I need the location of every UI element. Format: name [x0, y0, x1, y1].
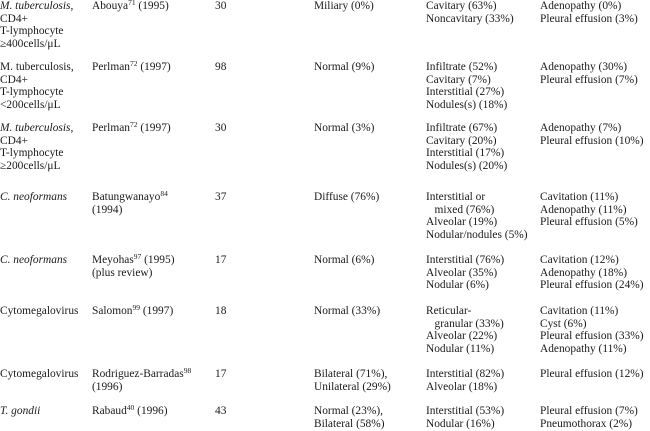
pathogen-text: ≥400cells/μL [0, 37, 61, 50]
study-reference: 97 [133, 252, 142, 261]
diffuse-finding-cell [314, 305, 380, 318]
pathogen-line [0, 191, 67, 204]
pathogen-line [0, 13, 73, 26]
other-finding-cell [540, 254, 644, 292]
localized-finding: Interstitial (17%) [426, 147, 505, 159]
diffuse-finding: Normal (6%) [314, 254, 375, 266]
localized-finding-cell [426, 305, 504, 355]
localized-finding: Interstitial (27%) [426, 86, 505, 98]
other-finding-cell [540, 191, 638, 229]
study-cell [92, 0, 169, 13]
localized-finding: Infiltrate (52%) [426, 61, 498, 73]
other-finding: Adenopathy (30%) [540, 61, 627, 73]
localized-finding-cell [426, 0, 514, 25]
localized-finding-cell [426, 191, 528, 241]
study-cell [92, 368, 191, 393]
diffuse-finding: Normal (9%) [314, 61, 375, 73]
pathogen-cell [0, 61, 74, 111]
pathogen-line [0, 147, 73, 160]
pathogen-text: T-lymphocyte [0, 86, 64, 98]
diffuse-finding: Unilateral (29%) [314, 380, 391, 393]
study-line [92, 122, 171, 135]
diffuse-finding: Normal (3%) [314, 122, 375, 134]
other-finding-cell [540, 122, 644, 147]
study-year: (1995) [135, 0, 169, 12]
pathogen-text: CD4+ [0, 12, 28, 25]
diffuse-finding: Bilateral (71%), [314, 368, 388, 380]
study-year: (1996) [134, 405, 168, 417]
pathogen-line [0, 0, 73, 13]
other-finding-cell [540, 61, 638, 86]
localized-finding: Nodular (16%) [426, 417, 495, 430]
pathogen-text: T-lymphocyte [0, 147, 64, 159]
diffuse-finding: Normal (23%), [314, 405, 383, 417]
study-line [92, 61, 171, 74]
other-finding: Pleural effusion (33%) [540, 330, 644, 342]
other-finding: Cavitation (12%) [540, 254, 619, 266]
patient-count: 17 [215, 368, 227, 380]
other-finding: Adenopathy (7%) [540, 122, 622, 134]
study-author: Perlman [92, 61, 130, 73]
pathogen-text: <200cells/μL [0, 98, 61, 111]
localized-finding: Interstitial (82%) [426, 368, 505, 380]
pathogen-line [0, 405, 40, 418]
localized-finding: Cavitary (63%) [426, 0, 497, 12]
study-cell [92, 122, 171, 135]
study-reference: 40 [126, 403, 135, 412]
pathogen-text: T. gondii [0, 405, 41, 417]
study-extra: (1994) [92, 203, 123, 216]
patient-count: 37 [215, 191, 227, 203]
patient-count: 30 [215, 0, 227, 12]
other-finding-cell [540, 368, 644, 381]
study-extra: (1996) [92, 380, 123, 393]
study-line [92, 368, 191, 381]
pathogen-line [0, 61, 74, 74]
pathogen-line [0, 25, 73, 38]
diffuse-finding-cell [314, 191, 379, 204]
localized-finding-cell [426, 254, 504, 292]
study-author: Batungwanayo [92, 191, 161, 203]
patient-count: 43 [215, 405, 227, 417]
localized-finding: Nodules(s) (20%) [426, 159, 508, 172]
localized-finding-cell [426, 405, 504, 430]
other-finding: Pleural effusion (7%) [540, 73, 638, 86]
study-cell [92, 305, 173, 318]
pathogen-text: ≥200cells/μL [0, 159, 61, 172]
study-author: Perlman [92, 122, 130, 134]
study-line [92, 305, 173, 318]
study-cell [92, 191, 168, 216]
pathogen-text: Cytomegalovirus [0, 305, 79, 317]
study-cell [92, 405, 168, 418]
study-reference: 84 [160, 189, 168, 198]
study-cell [92, 254, 174, 279]
diffuse-finding-cell [314, 61, 374, 74]
localized-finding: Nodules(s) (18%) [426, 98, 508, 111]
study-reference: 72 [129, 59, 138, 68]
pathogen-line [0, 86, 74, 99]
study-cell [92, 61, 171, 74]
localized-finding: Infiltrate (67%) [426, 122, 498, 134]
pathogen-text: CD4+ [0, 134, 28, 147]
other-finding: Pleural effusion (24%) [540, 279, 644, 291]
localized-finding: Interstitial (53%) [426, 405, 505, 417]
localized-finding-cell [426, 61, 507, 111]
localized-finding-cell [426, 368, 504, 393]
pathogen-cell [0, 368, 78, 381]
pathogen-suffix: , [70, 122, 74, 134]
other-finding: Pleural effusion (10%) [540, 134, 644, 147]
study-year: (1997) [140, 305, 174, 317]
localized-finding: Nodular/nodules (5%) [426, 228, 528, 241]
localized-finding: Alveolar (22%) [426, 330, 498, 342]
localized-finding: Nodular (6%) [426, 279, 489, 291]
localized-finding: mixed (76%) [426, 203, 495, 216]
study-author: Rabaud [92, 405, 127, 417]
study-author: Rodriguez-Barradas [92, 368, 184, 380]
pathogen-cell [0, 254, 67, 267]
localized-finding: granular (33%) [426, 317, 504, 330]
pathogen-suffix: , [70, 0, 74, 12]
other-finding: Cavitation (11%) [540, 191, 619, 203]
other-finding: Pleural effusion (12%) [540, 368, 644, 380]
study-extra: (plus review) [92, 266, 153, 279]
localized-finding: Alveolar (18%) [426, 380, 498, 393]
localized-finding: Cavitary (7%) [426, 73, 491, 86]
study-line [92, 0, 169, 13]
pathogen-cell [0, 191, 67, 204]
other-finding: Pleural effusion (5%) [540, 216, 638, 228]
pathogen-text: M. tuberculosis [0, 122, 71, 134]
localized-finding: Nodular (11%) [426, 342, 495, 355]
pathogen-line [0, 368, 78, 381]
diffuse-finding: Bilateral (58%) [314, 417, 385, 430]
pathogen-text: M. tuberculosis [0, 0, 71, 12]
localized-finding: Reticular- [426, 305, 472, 317]
pathogen-text: T-lymphocyte [0, 25, 64, 37]
study-year: (1995) [141, 254, 175, 266]
pathogen-line [0, 74, 74, 87]
study-year: (1997) [137, 122, 171, 134]
other-finding-cell [540, 0, 638, 25]
pathogen-line [0, 254, 67, 267]
pathogen-line [0, 99, 74, 112]
other-finding: Adenopathy (0%) [540, 0, 622, 12]
study-reference: 98 [183, 366, 192, 375]
diffuse-finding-cell [314, 122, 374, 135]
study-line [92, 191, 168, 204]
localized-finding: Interstitial (76%) [426, 254, 505, 266]
other-finding: Cavitation (11%) [540, 305, 619, 317]
other-finding: Pleural effusion (7%) [540, 405, 638, 417]
localized-finding: Alveolar (35%) [426, 266, 498, 279]
study-reference: 99 [132, 303, 141, 312]
study-line [92, 254, 174, 267]
pathogen-line [0, 135, 73, 148]
patient-count: 17 [215, 254, 227, 266]
localized-finding: Cavitary (20%) [426, 134, 497, 147]
pathogen-text: Cytomegalovirus [0, 368, 79, 380]
diffuse-finding-cell [314, 368, 391, 393]
localized-finding: Interstitial or [426, 191, 486, 203]
other-finding: Pleural effusion (3%) [540, 12, 638, 25]
study-reference: 72 [129, 120, 138, 129]
study-author: Abouya [92, 0, 129, 12]
pathogen-cell [0, 405, 40, 418]
other-finding-cell [540, 305, 644, 355]
other-finding: Adenopathy (18%) [540, 266, 627, 279]
other-finding: Cyst (6%) [540, 317, 587, 330]
study-author: Meyohas [92, 254, 134, 266]
study-year: (1997) [137, 61, 171, 73]
pathogen-cell [0, 122, 73, 172]
diffuse-finding-cell [314, 0, 374, 13]
other-finding: Adenopathy (11%) [540, 203, 627, 216]
patient-count: 30 [215, 122, 227, 134]
diffuse-finding-cell [314, 405, 385, 430]
study-author: Salomon [92, 305, 133, 317]
localized-finding: Alveolar (19%) [426, 216, 498, 228]
diffuse-finding: Normal (33%) [314, 305, 381, 317]
pathogen-text: C. neoformans [0, 191, 68, 203]
other-finding: Pneumothorax (2%) [540, 417, 633, 430]
other-finding-cell [540, 405, 638, 430]
pathogen-line [0, 38, 73, 51]
diffuse-finding: Miliary (0%) [314, 0, 374, 12]
diffuse-finding: Diffuse (76%) [314, 191, 380, 203]
localized-finding-cell [426, 122, 507, 172]
patient-count: 18 [215, 305, 227, 317]
patient-count: 98 [215, 61, 227, 73]
pathogen-cell [0, 305, 78, 318]
pathogen-text: M. tuberculosis, [0, 61, 74, 73]
pathogen-text: CD4+ [0, 73, 28, 86]
pathogen-line [0, 305, 78, 318]
pathogen-cell [0, 0, 73, 50]
pathogen-line [0, 160, 73, 173]
pathogen-line [0, 122, 73, 135]
diffuse-finding-cell [314, 254, 374, 267]
pathogen-text: C. neoformans [0, 254, 68, 266]
study-line [92, 405, 168, 418]
other-finding: Adenopathy (11%) [540, 342, 627, 355]
study-reference: 71 [128, 0, 136, 7]
localized-finding: Noncavitary (33%) [426, 12, 514, 25]
